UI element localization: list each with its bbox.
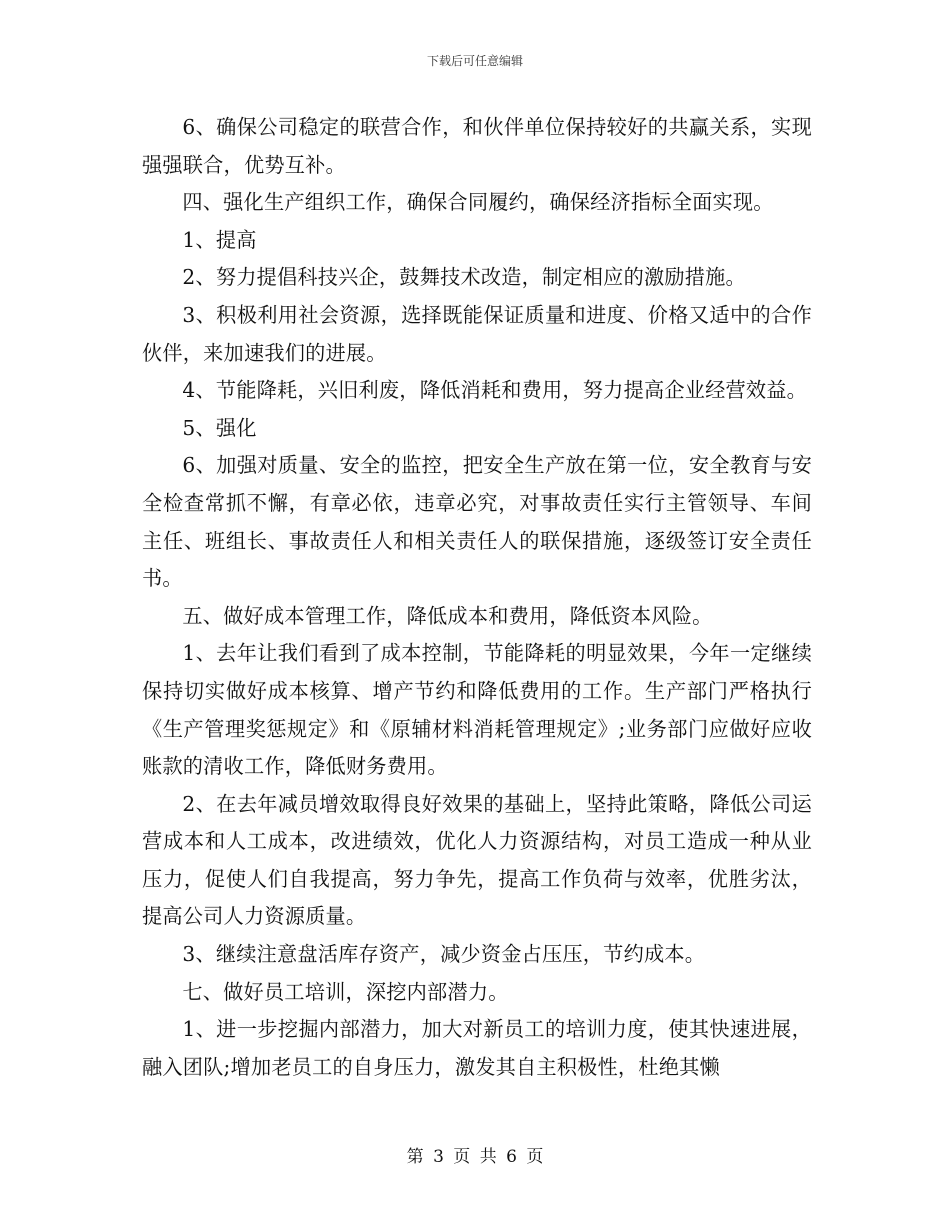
paragraph: 1、进一步挖掘内部潜力，加大对新员工的培训力度，使其快速进展，融入团队;增加老员工的自身压力，激发其自主积极性，杜绝其懒 <box>142 1017 812 1079</box>
document-body <box>142 109 812 1086</box>
paragraph: 6、加强对质量、安全的监控，把安全生产放在第一位，安全教育与安全检查常抓不懈，有章必依，违章必究，对事故责任实行主管领导、车间主任、班组长、事故责任人和相关责任人的联保措施，逐级签订安全责任书。 <box>142 453 812 591</box>
page-footer: 第 3 页 共 6 页 <box>406 1147 544 1167</box>
paragraph: 3、继续注意盘活库存资产，减少资金占压压，节约成本。 <box>182 942 706 967</box>
paragraph: 3、积极利用社会资源，选择既能保证质量和进度、价格又适中的合作伙伴，来加速我们的进展。 <box>142 302 812 365</box>
section-heading: 七、做好员工培训，深挖内部潜力。 <box>182 979 509 1004</box>
paragraph: 1、去年让我们看到了成本控制，节能降耗的明显效果，今年一定继续保持切实做好成本核算、增产节约和降低费用的工作。生产部门严格执行《生产管理奖惩规定》和《原辅材料消耗管理规定》;业务部门应做好应收账款的清收工作，降低财务费用。 <box>142 641 812 779</box>
paragraph: 2、努力提倡科技兴企，鼓舞技术改造，制定相应的激励措施。 <box>182 265 746 290</box>
paragraph: 6、确保公司稳定的联营合作，和伙伴单位保持较好的共赢关系，实现强强联合，优势互补。 <box>142 115 812 177</box>
paragraph: 1、提高 <box>182 227 257 252</box>
section-heading: 四、强化生产组织工作，确保合同履约，确保经济指标全面实现。 <box>182 190 774 215</box>
paragraph: 5、强化 <box>182 415 257 440</box>
section-heading: 五、做好成本管理工作，降低成本和费用，降低资本风险。 <box>182 603 713 628</box>
paragraph: 4、节能降耗，兴旧利废，降低消耗和费用，努力提高企业经营效益。 <box>182 378 808 403</box>
paragraph: 2、在去年减员增效取得良好效果的基础上，坚持此策略，降低公司运营成本和人工成本，改进绩效，优化人力资源结构，对员工造成一种从业压力，促使人们自我提高，努力争先，提高工作负荷与效率，优胜劣汰，提高公司人力资源质量。 <box>142 791 812 929</box>
page-header: 下载后可任意编辑 <box>426 54 523 68</box>
